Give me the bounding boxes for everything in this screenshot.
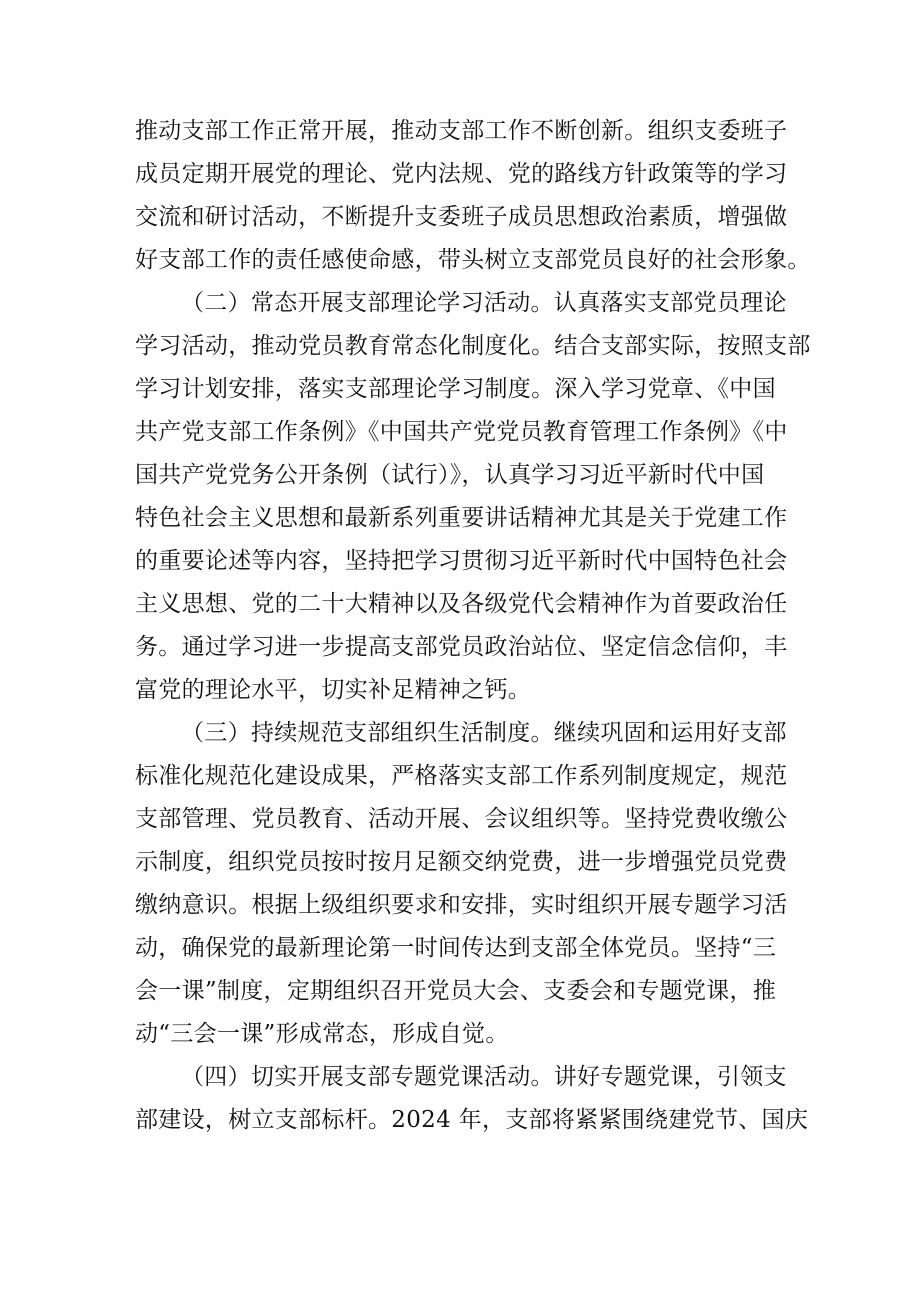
text-line: 主义思想、党的二十大精神以及各级党代会精神作为首要政治任 (135, 591, 788, 617)
text-line: 示制度，组织党员按时按月足额交纳党费，进一步增强党员党费 (135, 849, 788, 875)
section-heading-line: （三）持续规范支部组织生活制度。继续巩固和运用好支部 (181, 720, 787, 746)
text-line: 会一课”制度，定期组织召开党员大会、支委会和专题党课，推 (135, 978, 777, 1004)
section-heading-line: （二）常态开展支部理论学习活动。认真落实支部党员理论 (181, 290, 787, 316)
section-heading-line: （四）切实开展支部专题党课活动。讲好专题党课，引领支 (181, 1064, 787, 1090)
text-line: 推动支部工作正常开展，推动支部工作不断创新。组织支委班子 (135, 118, 788, 144)
text-line: 标准化规范化建设成果，严格落实支部工作系列制度规定，规范 (135, 763, 788, 789)
text-line: 富党的理论水平，切实补足精神之钙。 (135, 677, 532, 703)
text-line: 缴纳意识。根据上级组织要求和安排，实时组织开展专题学习活 (135, 892, 788, 918)
document-body (135, 110, 811, 1142)
text-line: 交流和研讨活动，不断提升支委班子成员思想政治素质，增强做 (135, 204, 788, 230)
text-line: 的重要论述等内容，坚持把学习贯彻习近平新时代中国特色社会 (135, 548, 788, 574)
text-line: 务。通过学习进一步提高支部党员政治站位、坚定信念信仰，丰 (135, 634, 788, 660)
text-line: 学习计划安排，落实支部理论学习制度。深入学习党章、《中国 (135, 376, 776, 402)
text-line: 共产党支部工作条例》《中国共产党党员教育管理工作条例》《中 (135, 419, 788, 445)
text-line: 好支部工作的责任感使命感，带头树立支部党员良好的社会形象。 (135, 247, 811, 273)
text-line: 学习活动，推动党员教育常态化制度化。结合支部实际，按照支部 (135, 333, 811, 359)
text-line: 动“三会一课”形成常态，形成自觉。 (135, 1021, 509, 1047)
text-line: 成员定期开展党的理论、党内法规、党的路线方针政策等的学习 (135, 161, 788, 187)
text-line: 部建设，树立支部标杆。2024 年，支部将紧紧围绕建党节、国庆 (135, 1107, 809, 1133)
text-line: 支部管理、党员教育、活动开展、会议组织等。坚持党费收缴公 (135, 806, 788, 832)
text-line: 动，确保党的最新理论第一时间传达到支部全体党员。坚持“三 (135, 935, 777, 961)
text-line: 国共产党党务公开条例（试行）》，认真学习习近平新时代中国 (135, 462, 765, 488)
text-line: 特色社会主义思想和最新系列重要讲话精神尤其是关于党建工作 (135, 505, 788, 531)
